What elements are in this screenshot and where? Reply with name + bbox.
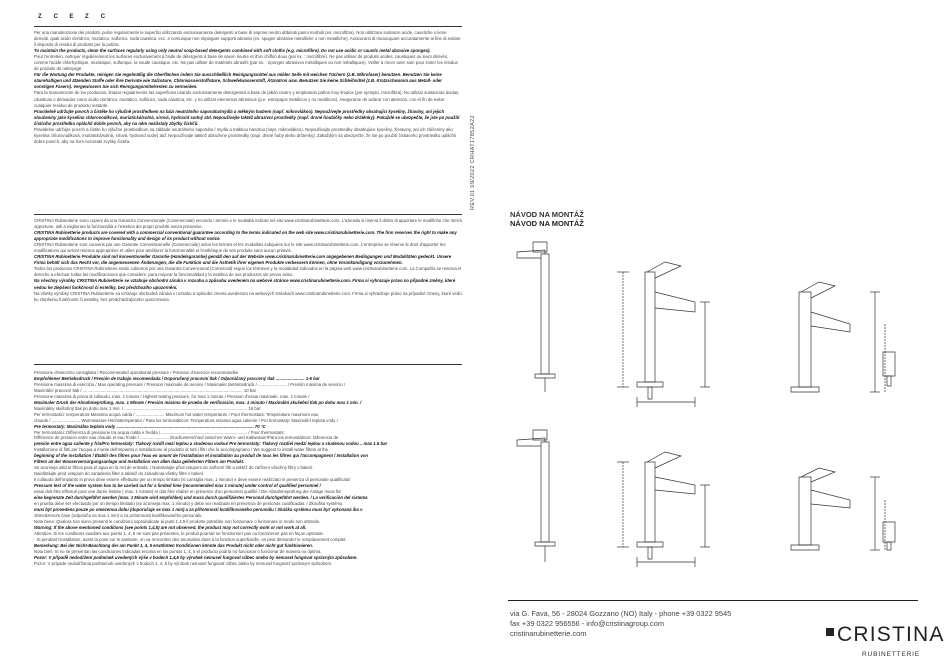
- divider: [34, 364, 462, 365]
- mark: Z: [38, 14, 43, 20]
- warranty-es: Todos los productos CRISTINA Rubinetterie están cubiertos por una Garantía Convencional (Comercial) según los términos y la modalidad indicados en la página web www.cristinarubinetterie.com. La Compañía se reserva el derecho a efectuar todas las modificaciones que considere, para mejorar la funcionalidad y la estética de sus productos sin previo aviso.: [34, 266, 462, 278]
- instructions-column: [34, 0, 462, 667]
- maintenance-es: Para la manutención de los productos, limpiar regularmente las superficies usando exclusivamente detergentes a base de jabón neutro y empleando paños muy limpios (por ejemplo, microfibra). No utilizar sustancias ácidas, cáusticas o derivados como ácido clorídrico, muriático, sulfúrico, soda cáustica, etc. y no utilizar elementos abrasivos (p.e. estropajos metálicos y no metálicos). Asegurarse de aclarar con atención, con el fin de evitar cualquier residuo de producto restante.: [34, 90, 460, 108]
- warranty-section: [34, 218, 462, 303]
- footer-divider: [508, 600, 918, 601]
- tech-line: Pozor: V prípade nedodržania podmienok uvedených v bodoch 1, 4, 5 by výrobok nemusel fungovať vôbec alebo by nemusel fungovať správnym spôsobom.: [34, 560, 333, 566]
- tech-line: Se aconseja utilizar filtros para el agua en la red de entrada. / Nainstalujte před vstupem do zařízení filtr a taktéž do zařízení všechny filtry v balení.: [34, 465, 314, 471]
- divider: [34, 26, 462, 27]
- tech-line: Maximálny skúšobný tlak po dobu max 1 min. / ....................................................................................................... 16 bar: [34, 405, 261, 411]
- tech-line: Attention: Si les conditions susdites aux points 1, 4, 5 ne sont pas présentes, le produit pourrait ne fonctionner pas ou fonctionner pas en façon optimale.: [34, 530, 324, 536]
- tech-line: Pressione d'esercizio consigliata / Recommended operational pressure / Pression d'exercice recommandée: [34, 370, 239, 375]
- tall-faucet-top-view: [791, 282, 895, 392]
- maintenance-it: Per una manutenzione dei prodotti, pulire regolarmente le superfici utilizzando esclusivamente detergenti a base di sapone neutro abbinati panni morbidi (es. microfibra). Non utilizzare sostanze acide, caustiche o liene derivati, quali acido cloridrico, muriatico, solforico, soda caustica, ecc. e comunque non impiegare supporti abrasivi (es. spugne abrasive metalliche o non metalliche). Assicurarsi di risciacquare accuratamente al fine di evitare il deposito di residui di prodotto per la pulizia.: [34, 30, 461, 48]
- maintenance-section: [34, 30, 462, 145]
- tech-line: Nota bien: Si no se presentan las condiciones indicadas encima en los puntos 1, 4, 5 el producto podría no funcionar o funcionar de manera no óptima.: [34, 548, 322, 554]
- warranty-sk: Na všetky výrobky CRISTINA Rubinetterie sa vzťahuje obchodná záruka v rozsahu a spôsobe zmena uvedenom na webových stránkach www.cristinarubinetterie.com. Firma si vyhradzuje právo na prípadné zmeny, ktoré vedú ku zlepšeniu funkčnosti či estetiky, bez predchádzajúceho upozornenia.: [34, 290, 462, 302]
- tech-line: Bemerkung: Bei der Nicht-Beachtung der am Punkt 1, 4, 5 erwähnten Konditionen könnte das Produkt nicht oder nicht gut funktionieren.: [34, 542, 314, 548]
- mark: C: [100, 14, 107, 20]
- warranty-fr: CRISTINA Rubinetterie sont couverts par une Garantie Conventionnelle (Commerciale) selon les termes et les modalités indiquées sur le site www.cristinarubinetterie.com. L'entreprise se réserve le droit d'apporter les modifications qui seront retenus appropriées et utiles pour améliorer la fonctionnalité et l'esthétique de ses produits sans aucun préavis.: [34, 242, 446, 254]
- tech-line: Filtern an der Wasserversorgungsanlage und Installation von allen dazu gelieferten Filtern am Produkt.: [34, 459, 245, 465]
- tech-line: en prueba debe ser efectuado por un tiempo limitado (se aconseja max. 1 minuto) y debe ser realizado en presencia de personas cualificadas. / Zkouška systému: [34, 500, 343, 506]
- tech-line: Nota bene: Qualora non siano presenti le condizioni sopraindicate ai punti 1,4,5 il prodotto potrebbe non funzionare o funzionare in modo non ottimale.: [34, 518, 321, 524]
- warranty-cz: Na všechny výrobky CRISTINA Rubinetterie se vztahuje obchodní záruka v rozsahu a způsobu uvedeném na webové stránce www.cristinarubinetterie.com. Firma si vyhrazuje právo na případné změny, které vedou ke zlepšení funkčnosti či estetiky, bez předchozího upozornění.: [34, 278, 456, 290]
- faucet-drawings: [505, 232, 925, 592]
- tech-line: Empfohlener Betriebsdruck / Presión de trabajo recomendada / Doporučený pracovní tlak / Odporúčaný pracovný tlak ........................ 1-5 bar: [34, 375, 320, 381]
- warranty-en: CRISTINA Rubinetterie products are covered with a commercial conventional guarantee according to the terms indicated on the web site www.cristinarubinetterie.com. The firm reserves the right to make any appropriate modifications to improve functionality and design of its product without notice.: [34, 230, 457, 242]
- tech-line: Différence de pression entre eau chaude et eau froide / ........................ Druckunterschied zwischen Warm- und Kaltwasser/Para los termostáticos: Diferencia de: [34, 435, 339, 441]
- tech-line: Pressione massima di esercizio / Max operating pressure / Pression maximale de service / Maximaler Betriebsdruck / ........................ / Presión máxima de servicio /: [34, 381, 346, 387]
- tech-line: essai doit être effectué pour une durée limitée ( max. 1 minute) et doit être réalisé en présence d'un personnel qualifié / Die Abnahmeprüfung der Anlage muss für: [34, 489, 341, 495]
- tall-faucet-front-view: [517, 242, 555, 392]
- tech-line: chaude / ........................ Warmwasser-Höchsttemperatur / Para los termostáticos: Temperatura máxima agua caliente / Pro termostaty: Maximální teplota vody /: [34, 417, 338, 423]
- tech-line: - Si pendant l'installation, avant la pose sur le sanitaire, on va rencontrer des anomalies dues à la fonction superficielle, on peut demander le remplacement complet.: [34, 536, 347, 542]
- tech-line: Pressione massima di prova di collaudo, max. 1 minuto / Highest testing pressure, for max 1 minute / Pression d'essai maximale, max. 1 minute /: [34, 393, 310, 399]
- brand-subtitle: RUBINETTERIE: [862, 651, 920, 658]
- mark: C: [53, 14, 60, 20]
- warranty-de: CRISTINA Rubinetterie Produkte sind mit konventioneller Garantie (Handelsgarantie) gemäß den auf der Website www.cristinarubinetterie.com angegebenen Bedingungen und Modalitäten gedeckt. Unsere Firma behält sich das Recht vor, die angemessenen Änderungen, die die Funktion und die Ästhetik ihrer eigenen Produkte verbessern können, ohne Vorankündigung vorzunehmen.: [34, 254, 452, 266]
- mark: Z: [85, 14, 90, 20]
- brand-name: CRISTINA: [837, 623, 945, 646]
- tech-line: obmedzenom čase (odporúča sa max 1 min) a za prítomnosti kvalifikovaného personálu.: [34, 512, 203, 518]
- tech-line: Installazione di filtri per l'acqua a monte dell'impianto e installazione al prodotto di tutti i filtri che lo accompagnano / We suggest to install water filters at the: [34, 447, 329, 453]
- warranty-it: CRISTINA Rubinetterie sono coperti da una Garanzia Convenzionale (Commerciale) secondo i termini e le modalità indicati nel sito www.cristinarubinetterie.com. L'azienda si riserva il diritto di apportare le modifiche che riterrà opportune, utili a migliorare la funzionalità e l'estetica dei propri prodotti senza preavviso.: [34, 218, 462, 230]
- tall-faucet-side-view: [617, 262, 710, 407]
- tech-line: beginning of the installation / Établir des filtres pour l'eau en amont de l'installation et installation au produit de tous les filtres qui l'accompagnent / Installation von: [34, 453, 368, 459]
- short-faucet-side-view: [617, 452, 710, 567]
- manual-title-bold: NÁVOD NA MONTÁŽ: [510, 219, 584, 228]
- tech-line: Pre termostaty: Maximálna teplota vody ................................................................................................................... 70 °C: [34, 423, 266, 429]
- tech-line: Maximální pracovní tlak / ...................................................................................................................................... 10 bar: [34, 387, 257, 393]
- company-website: cristinarubinetterie.com: [510, 629, 587, 638]
- company-address: via G. Fava, 56 - 28024 Gozzano (NO) Italy - phone +39 0322 9545: [510, 609, 732, 618]
- tech-line: musí být provedena pouze po omezenou dobu (doporučuje se max 1 min) a za přítomnosti kvalifikovaného personálu / Skúška systému musí byť vykonaná iba v: [34, 506, 363, 512]
- logo-square-icon: [826, 628, 834, 636]
- tech-line: presión entre agua caliente y fría/Pro termostaty: Tlakový rozdíl mezi teplou a studenou vodou/ Pre termostaty: Tlakový rozdiel medzi teplou a studenou vodou .. max 1.5 bar: [34, 441, 388, 447]
- tech-line: Nainštalujte pred vstupom do zariadenia filter a taktiež do zariadenia všetky filtre v balení.: [34, 471, 205, 477]
- certification-marks: [38, 14, 114, 20]
- tech-line: Pozor: V případě nedodržení podmínek uvedených výše v bodech 1,4,5 by výrobek nemusel fungovat vůbec anebo by nemusel fungovat správným způsobem.: [34, 554, 358, 560]
- tech-line: Il collaudo dell'impianto in prova deve essere effettuato per un tempo limitato (si consiglia max. 1 minuto) e deve essere realizzato in presenza di personale qualificato/: [34, 477, 351, 483]
- manual-title: NÁVOD NA MONTÁŽ: [510, 210, 584, 219]
- tech-line: Maximaler Druck der Abnahmeprüfung, max. 1 Minute / Presión máxima de prueba de verificación, max. 1 minuto / Maximální zkušební tlak po dobu max 1 min. /: [34, 399, 362, 405]
- maintenance-fr: Pour l'entretien, nettoyer régulièrement les surfaces exclusivement à l'aide de détergents à base de savon neutre et d'un chiffon doux (par ex. : microfibre). Ne pas utiliser de produits acides, caustiques ou leurs dérivés, comme l'acide chlorhydrique, muriatique, sulfurique, la soude caustique, etc. Ne pas utiliser de matériels abrasifs (par ex. : éponges abrasives métalliques ou non métalliques). Veiller à rincer avec soin pour éviter les résidus de produits de nettoyage.: [34, 54, 458, 72]
- maintenance-sk: Pravidelne udržujte povrch a čistite ho výlučne prostriedkom na základe neutrálneho saponátu / mydla a mäkkou handrou (napr. mikrovlákno). Nepoužívajte prostriedky obsahujúce kyseliny, žieraviny, ani ich zlúčeniny ako kyselina chlorovodíková, muriatická/solná, sírová, hydroxid sodný atď. Nepoužívajte taktiež abrazívne prostriedky (napr. drsné huby alebo drôtenky). Zakaždým sa ubezpečte, že ste po použití čistiaceho prostriedku opláchli dobre povrch, aby na ňom nezostali zvyšky čističa.: [34, 126, 456, 144]
- maintenance-de: Für die Wartung der Produkte, reinigen Sie regelmäßig die Oberflächen indem Sie ausschließlich Reinigungsmittel aus milder Seife mit weichen Tüchern (z.B. Mikrofaser) benutzen. Benutzen Sie keine säurehaltigen und ätzenden Stoffe oder ihre Derivate wie Salzsäure, Chlorwasserstoffsäure, Schwefelwasserstoff, Ätznatron usw. Benutzen Sie keine Schleifmittel (z.B. Kratzschwamm aus Metall- oder sonstigen Fasern). Vergewissern Sie sich Reinigungsmittelresten zu vermeiden.: [34, 72, 442, 90]
- tech-line: eine begrenzte Zeit durchgeführt werden (max. 1 Minute wird empfohlen) und muss durch qualifiziertes Personal durchgeführt werden. / La verificación del sistema: [34, 495, 368, 501]
- divider: [34, 214, 462, 215]
- maintenance-cz: Pravidelně udržujte povrch a čistěte ho výlučně prostředkem na bázi neutrálního saponátu/mýdla a měkkým hadrem (např. mikrovlákno). Nepoužívejte prostředky obsahující kyseliny, žíraviny, ani jejich sloučeniny jako kyselina chlorovodíková, muriatická/solná, sírová, hydroxid sodný atd. Nepoužívejte taktéž abrazivní prostředky (např. drsné houbičky nebo drátěnky). Pokaždé se ubezpečte, že jste po použití čisticího prostředku opláchli dobře povrch, aby na něm nezůstaly zbytky čističů.: [34, 108, 460, 126]
- tech-line: Per termostatici: Differenza di pressione tra acqua calda e fredda / ........................................................................ / Pour thermostats:: [34, 429, 285, 435]
- mark: E: [69, 14, 75, 20]
- tech-line: Pressure test of the water system has to be carried out for a limited time (recommended max 1 minute) under control of qualified personnel /: [34, 483, 321, 489]
- short-faucet-front-view: [517, 430, 555, 562]
- technical-data-section: [34, 370, 462, 566]
- tech-line: Per termostatici: temperatura Massima acqua calda / ........................ Maximum hot water temperature / Pour thermostats: Température maximum eau: [34, 411, 319, 417]
- short-faucet-top-view: [791, 468, 895, 550]
- revision-code: REV.01 09/2022 CRHAT17852A22: [470, 115, 476, 210]
- maintenance-en: To maintain the products, clean the surfaces regularly using only neutral soap-based detergents combined with soft cloths (e.g. microfibre). Do not use acidic or caustic metal abrasive sponges).: [34, 48, 431, 54]
- company-contacts: fax +39 0322 956556 - info@cristinagroup.com: [510, 619, 664, 628]
- tech-line: Warning: If the above mentioned conditions (see points 1,4,5) are not observed, the product may not correctly work or not work at all.: [34, 524, 307, 530]
